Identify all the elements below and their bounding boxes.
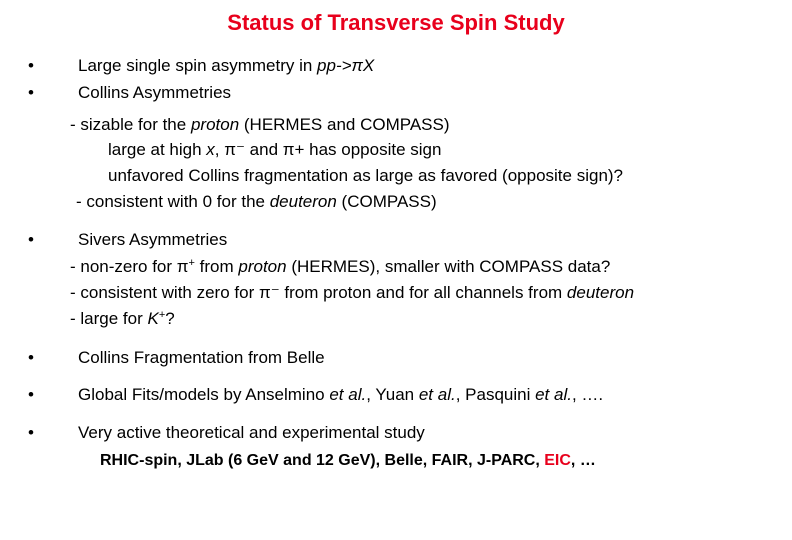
collins-sizable-proton: - sizable for the proton (HERMES and COMPASS) xyxy=(70,115,450,134)
collins-deuteron: - consistent with 0 for the deuteron (COMPASS) xyxy=(76,192,437,211)
collins-high-x: large at high x, π⁻ and π+ has opposite sign xyxy=(108,140,442,159)
sivers-large-kaon: - large for K+? xyxy=(70,309,175,328)
bullet-marker: • xyxy=(28,230,34,249)
bullet-marker: • xyxy=(28,385,34,404)
bullet-collins: Collins Asymmetries xyxy=(78,83,232,102)
bullet-global-fits: Global Fits/models by Anselmino et al., Yuan et al., Pasquini et al., …. xyxy=(78,385,604,404)
bullet-belle: Collins Fragmentation from Belle xyxy=(78,348,325,367)
bullet-active-study: Very active theoretical and experimental study xyxy=(78,423,425,442)
sivers-nonzero-proton: - non-zero for π+ from proton (HERMES), smaller with COMPASS data? xyxy=(70,257,611,276)
bullet-marker: • xyxy=(28,56,34,75)
bullet-spin-asymmetry: Large single spin asymmetry in pp->πX xyxy=(78,56,375,75)
eic-highlight: EIC xyxy=(544,452,571,469)
bullet-marker: • xyxy=(28,83,34,102)
bullet-marker: • xyxy=(28,423,34,442)
bullet-sivers: Sivers Asymmetries xyxy=(78,230,228,249)
slide-title: Status of Transverse Spin Study xyxy=(227,10,565,35)
sivers-consistent-zero: - consistent with zero for π⁻ from proton and for all channels from deuteron xyxy=(70,283,635,302)
collins-unfavored: unfavored Collins fragmentation as large as favored (opposite sign)? xyxy=(108,166,624,185)
bullet-marker: • xyxy=(28,348,34,367)
experiments-list: RHIC-spin, JLab (6 GeV and 12 GeV), Belle, FAIR, J-PARC, EIC, … xyxy=(100,452,596,469)
